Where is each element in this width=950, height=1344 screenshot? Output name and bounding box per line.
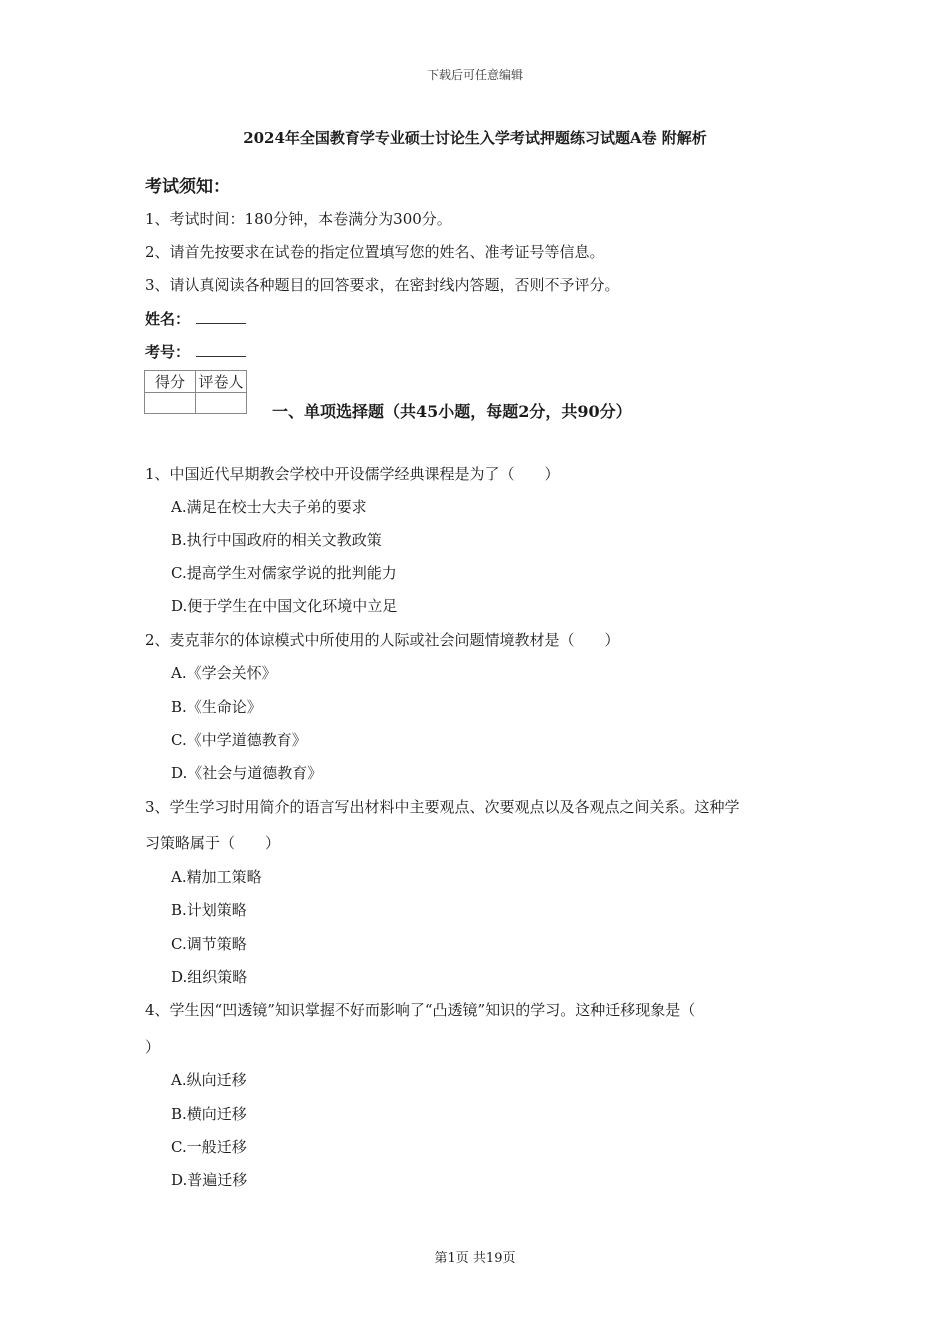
section-title: 一、单项选择题（共45小题，每题2分，共90分） (272, 402, 632, 421)
question-text: 3、学生学习时用简介的语言写出材料中主要观点、次要观点以及各观点之间关系。这种学 (145, 798, 740, 816)
option: B.计划策略 (171, 901, 247, 919)
score-header: 得分 (145, 371, 196, 393)
option: B.执行中国政府的相关文教政策 (171, 531, 382, 549)
header-note: 下载后可任意编辑 (426, 68, 523, 82)
exam-id-label: 考号： (145, 343, 191, 361)
option: D.普遍迁移 (171, 1171, 248, 1189)
option: A.精加工策略 (171, 868, 262, 886)
document-title: 2024年全国教育学专业硕士讨论生入学考试押题练习试题A卷 附解析 (243, 129, 707, 147)
name-blank[interactable] (196, 309, 246, 324)
notice-item: 1、考试时间：180分钟，本卷满分为300分。 (145, 210, 452, 228)
grader-cell[interactable] (196, 393, 247, 414)
option: A.《学会关怀》 (171, 664, 277, 682)
question-text: ） (145, 1038, 161, 1056)
option: B.《生命论》 (171, 698, 262, 716)
option: A.纵向迁移 (171, 1071, 247, 1089)
option: D.便于学生在中国文化环境中立足 (171, 597, 398, 615)
option: C.一般迁移 (171, 1138, 247, 1156)
score-cell[interactable] (145, 393, 196, 414)
notice-item: 3、请认真阅读各种题目的回答要求，在密封线内答题，否则不予评分。 (145, 276, 620, 294)
notice-heading: 考试须知： (145, 177, 230, 197)
option: A.满足在校士大夫子弟的要求 (171, 498, 367, 516)
name-label: 姓名： (145, 310, 191, 328)
page-footer: 第1页 共19页 (434, 1251, 516, 1266)
option: B.横向迁移 (171, 1105, 247, 1123)
option: D.《社会与道德教育》 (171, 764, 323, 782)
question-text: 习策略属于（ ） (145, 834, 281, 852)
notice-item: 2、请首先按要求在试卷的指定位置填写您的姓名、准考证号等信息。 (145, 243, 605, 261)
name-field (145, 308, 246, 329)
option: D.组织策略 (171, 968, 248, 986)
score-table (144, 370, 247, 414)
option: C.提高学生对儒家学说的批判能力 (171, 564, 397, 582)
exam-id-field (145, 341, 246, 362)
question-text: 2、麦克菲尔的体谅模式中所使用的人际或社会问题情境教材是（ ） (145, 631, 620, 649)
option: C.《中学道德教育》 (171, 731, 307, 749)
grader-header: 评卷人 (196, 371, 247, 393)
exam-id-blank[interactable] (196, 342, 246, 357)
question-text: 4、学生因“凹透镜”知识掌握不好而影响了“凸透镜”知识的学习。这种迁移现象是（ (145, 1001, 696, 1019)
option: C.调节策略 (171, 935, 247, 953)
question-text: 1、中国近代早期教会学校中开设儒学经典课程是为了（ ） (145, 465, 560, 483)
